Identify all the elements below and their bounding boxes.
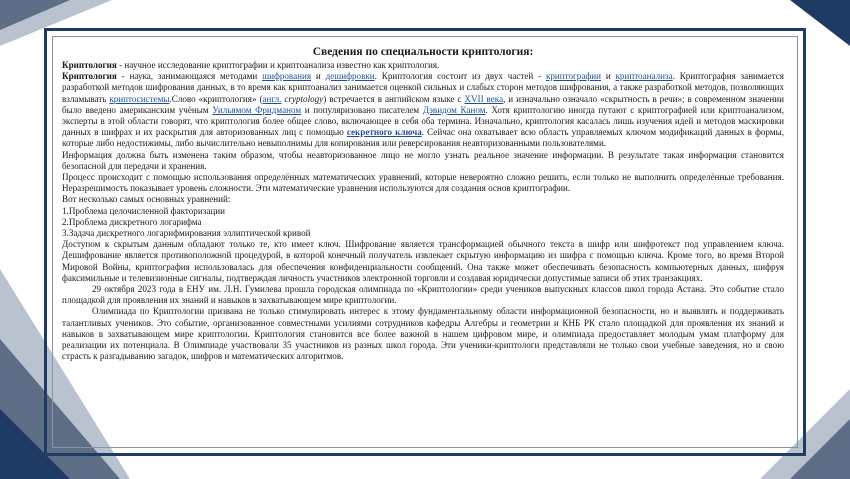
paragraph-information: Информация должна быть изменена таким образом, чтобы неавторизованное лицо не могло узнать реальное значение информации. В результате такая информация становится безопасной для передачи и хранения. — [62, 149, 784, 171]
link-encryption[interactable]: шифрования — [262, 71, 312, 82]
document-body — [62, 45, 784, 441]
link-decryption[interactable]: дешифровки — [325, 71, 375, 82]
text: и — [311, 71, 326, 82]
text: и — [601, 71, 616, 82]
link-secret-key[interactable]: секретного ключа — [346, 127, 422, 138]
text: .Слово «криптология» ( — [169, 93, 263, 104]
text: . Криптология состоит из двух частей - — [374, 71, 546, 82]
link-william-friedman[interactable]: Уильямом Фридманом — [212, 104, 302, 115]
paragraph-process: Процесс происходит с помощью использования определённых математических уравнений, которые невероятно сложно решить, если только не выполнить определённые требования. Неразрешимость показывает уровень сложности. Эти математические уравнения используются для создания основ криптографии. — [62, 172, 784, 194]
text: . Хотя криптологию иногда путают с криптографией или криптоанализом, эксперты в этой области говорят, что криптология более общее слово, включающее в себя оба термина. Изначально, криптология касалась лишь изучения идей и методов маскировки данных в шифрах и их раскрытия для авторизованных лиц с помощью — [62, 104, 784, 138]
link-english[interactable]: англ. — [262, 93, 282, 104]
paragraph-olympiad-event: 29 октября 2023 года в ЕНУ им. Л.Н. Гумилева прошла городская олимпиада по «Криптологии» среди учеников выпускных классов школ города Астана. Это событие стало площадкой для проявления их знаний и навыков в захватывающем мире криптологии. — [62, 284, 784, 306]
text: - научное исследование криптографии и криптоанализа известно как криптология. — [116, 60, 440, 70]
text: ) встречается в английском языке с — [323, 93, 465, 104]
paragraph-access: Доступом к скрытым данным обладают только те, кто имеет ключ. Шифрование является трансформацией обычного текста в шифр или шифротекст под управлением ключа. Дешифрование является противоположной процедурой, в которой конечный получатель извлекает скрытую информацию из шифра с помощью ключа. Кроме того, во время Второй Мировой Войны, криптография использовалась для обеспечения конфиденциальности сообщений. Она также может обеспечивать безопасность компьютерных данных, шифруя факсимильные и телевизионные сигналы, подтверждая личность участников электронной торговли и создавая юридически допустимые записи об этих транзакциях. — [62, 239, 784, 283]
link-david-kahn[interactable]: Дэвидом Каном — [422, 104, 486, 115]
text: , и изначально означало «скрытность в речи»; в современном значении было введено американским учёным — [62, 93, 784, 115]
paragraph-definition-long — [62, 71, 784, 149]
list-item: 2.Проблема дискретного логарифма — [62, 216, 202, 227]
paragraph-olympiad-purpose: Олимпиада по Криптологии призвана не только стимулировать интерес к этому фундаментальному области информационной безопасности, но и выявлять и поддерживать талантливых учеников. Это событие, организованное совместными усилиями сотрудников кафедры Алгебры и геометрии и КНБ РК стало площадкой для проявления их знаний и навыков в захватывающем мире криптологии. Криптология становится все более важной в нашем цифровом мире, и олимпиада предоставляет молодым умам платформу для реализации их потенциала. В Олимпиаде участвовали 35 участников из разных школ города. Эти ученики-криптологи представляли не только свои учебные заведения, но и свою страсть к разгадыванию загадок, шифров и математических алгоритмов. — [62, 306, 784, 362]
text: - наука, занимающаяся методами — [116, 71, 263, 82]
link-cryptography[interactable]: криптографии — [545, 71, 601, 82]
list-item: 1.Проблема целочисленной факторизации — [62, 205, 225, 216]
text: . Криптография занимается разработкой методов шифрования данных, в то время как криптоанализ занимается оценкой сильных и слабых сторон методов шифрования, а также разработкой методов, позволяющих взламывать — [62, 71, 784, 104]
term: Криптология — [62, 71, 117, 82]
term: Криптология — [62, 60, 117, 70]
paragraph-definition-short — [62, 60, 784, 71]
link-17th-century[interactable]: XVII века — [464, 93, 504, 104]
link-cryptosystems[interactable]: криптосистемы — [109, 93, 170, 104]
text-cryptology-en: cryptology — [284, 93, 324, 104]
text: . Сейчас она охватывает всю область управляемых ключом модификаций данных в формы, которые либо недостижимы, либо вычислительно невыполнимы для копирования или реверсирования неавторизованными пользователями. — [62, 127, 784, 149]
text: и популяризовано писателем — [301, 104, 423, 115]
paragraph-equations-intro: Вот несколько самых основных уравнений: — [62, 194, 231, 205]
list-item: 3.Задача дискретного логарифмирования эллиптической кривой — [62, 228, 311, 239]
page-title: Сведения по специальности криптология: — [312, 46, 534, 58]
link-cryptanalysis[interactable]: криптоанализа — [615, 71, 673, 82]
